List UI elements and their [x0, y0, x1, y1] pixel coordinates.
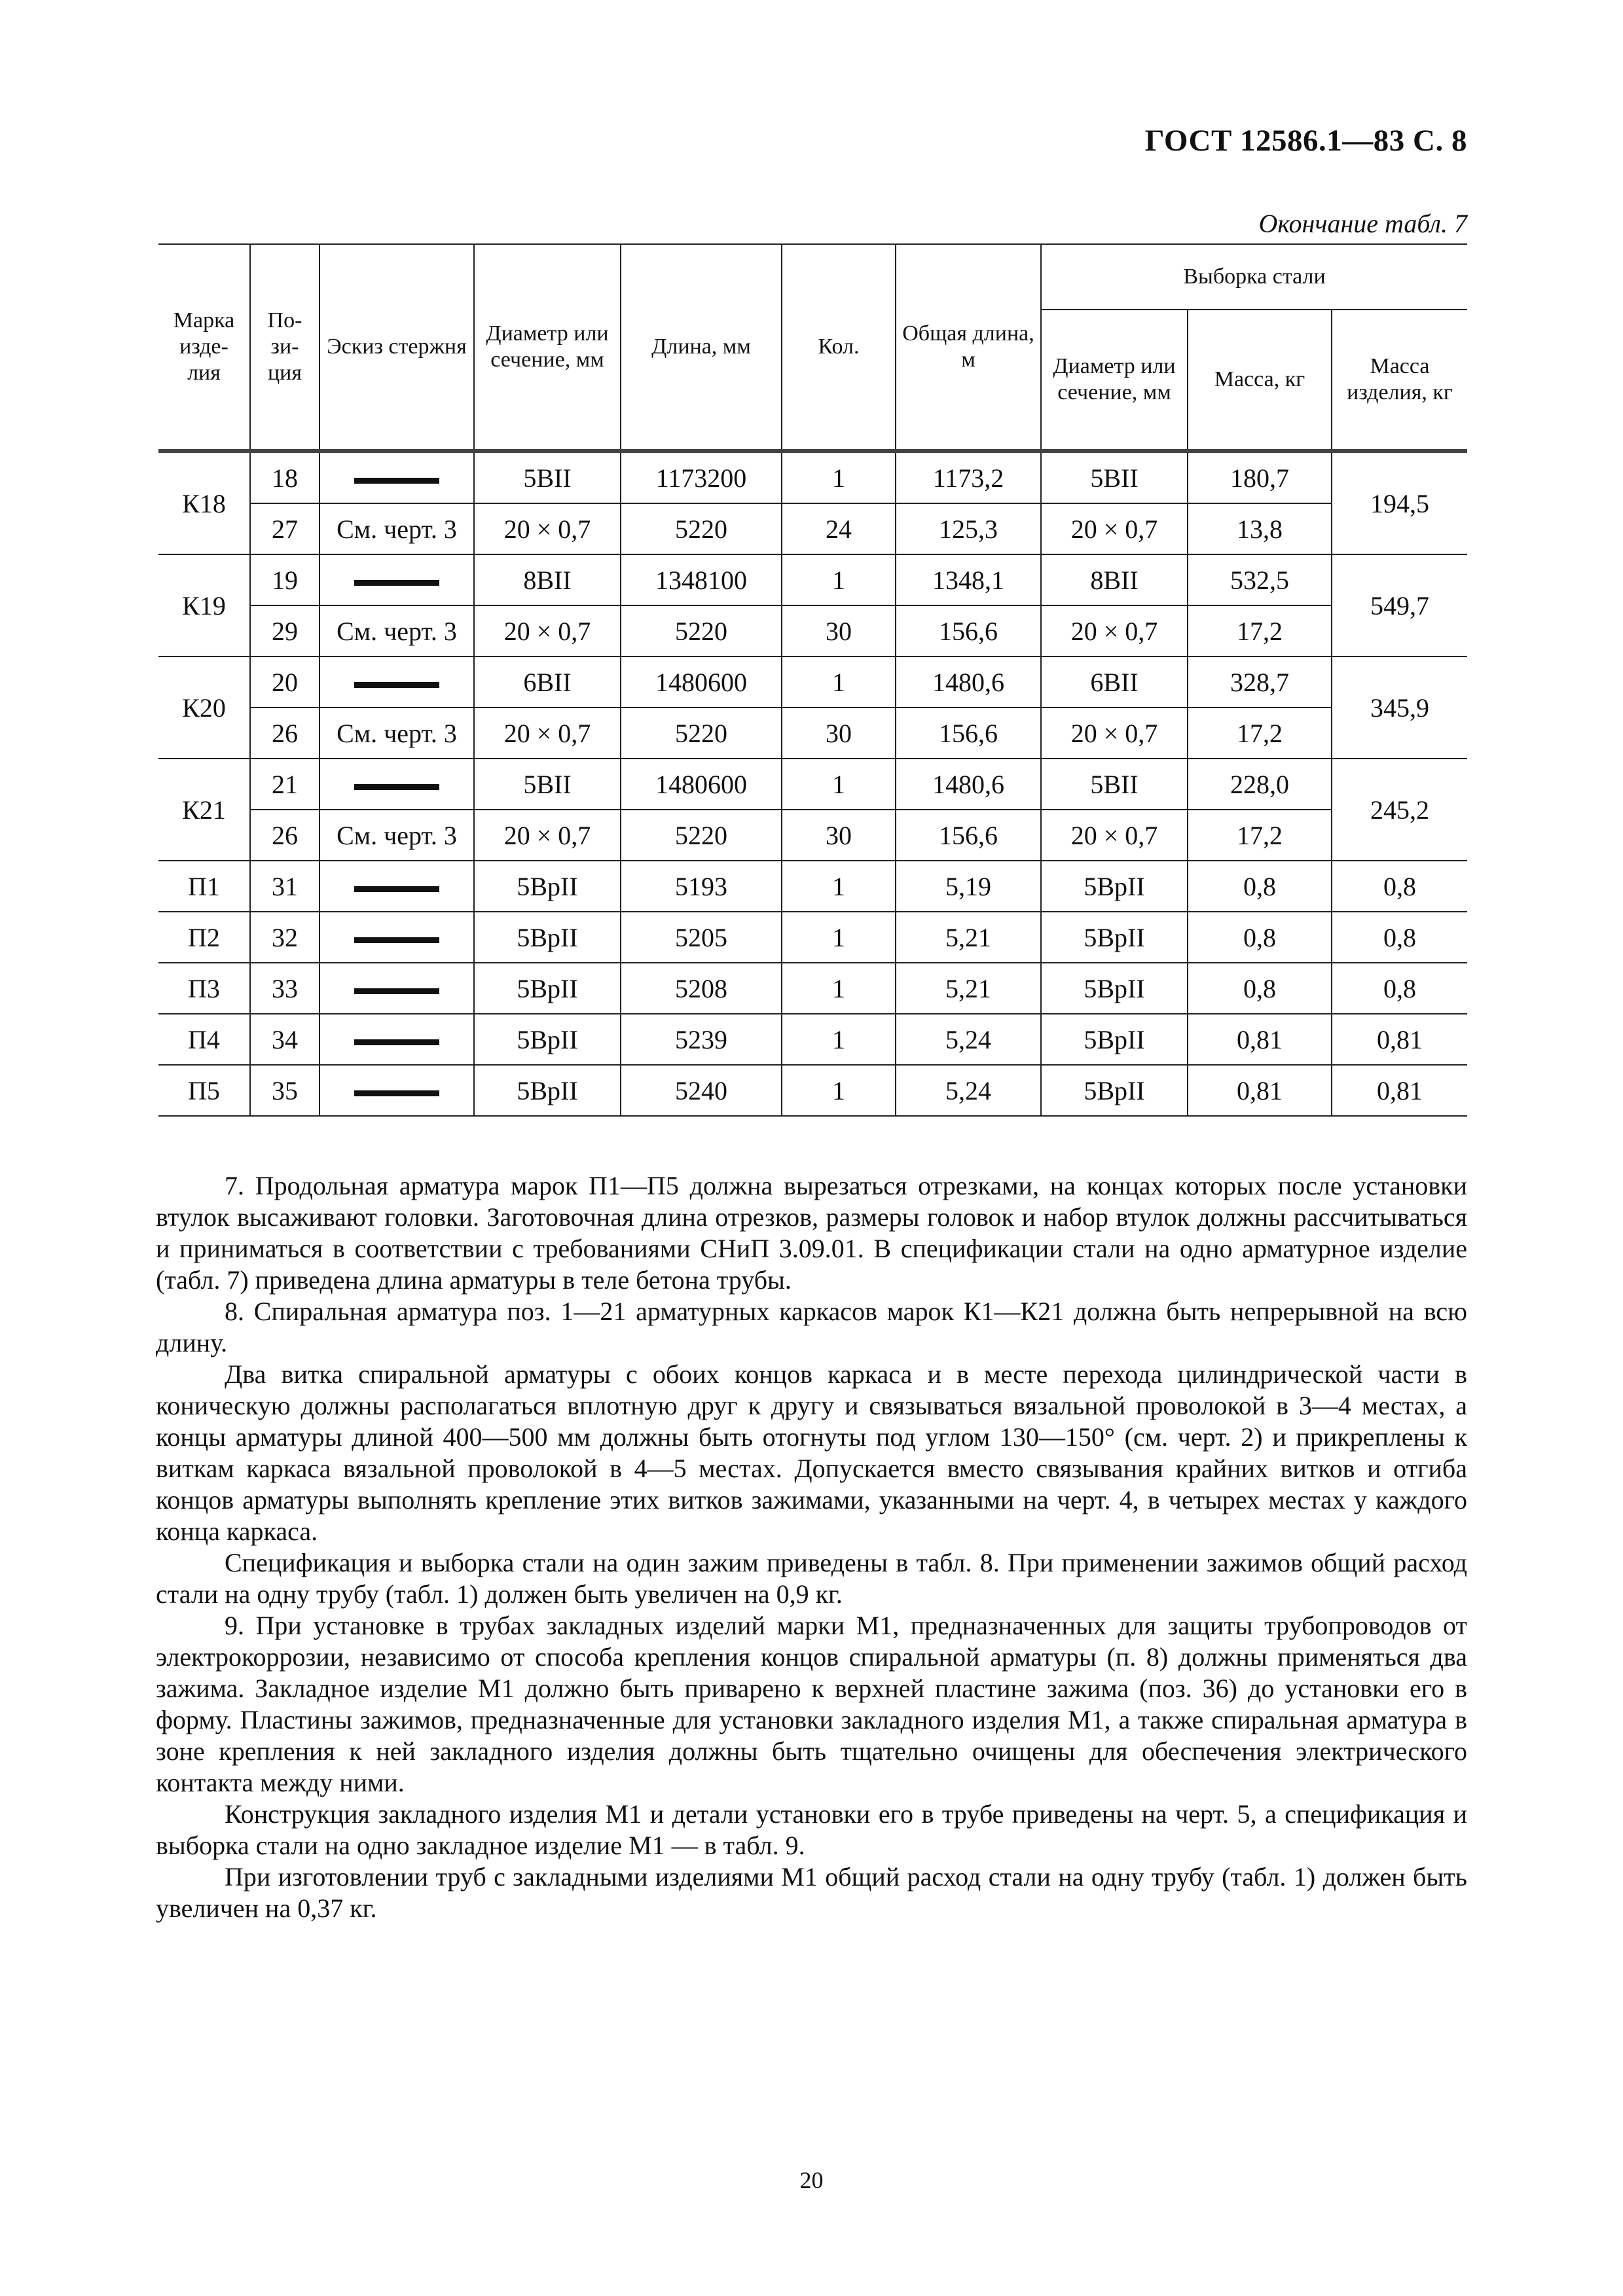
header-length: Длина, мм [621, 244, 782, 451]
cell-length: 5220 [621, 605, 782, 656]
header-steel-diameter: Диаметр или сечение, мм [1041, 310, 1188, 451]
header-steel-group: Выборка стали [1041, 244, 1467, 310]
cell-position: 20 [250, 656, 319, 708]
rod-sketch-icon [354, 580, 439, 586]
rod-sketch-icon [354, 1090, 439, 1096]
body-text [156, 1170, 1467, 1924]
cell-sketch [319, 963, 474, 1014]
steel-spec-table [158, 243, 1467, 1117]
page-number: 20 [799, 2167, 824, 2193]
cell-count: 1 [782, 912, 896, 963]
cell-steel-diameter: 5ВрII [1041, 1014, 1188, 1065]
cell-product-mass: 0,81 [1332, 1065, 1467, 1116]
cell-sketch [319, 656, 474, 708]
cell-total-length: 5,21 [896, 912, 1041, 963]
cell-diameter: 20 × 0,7 [474, 810, 621, 861]
cell-sketch [319, 861, 474, 912]
cell-total-length: 156,6 [896, 605, 1041, 656]
paragraph-8-clamps: Спецификация и выборка стали на один зажим приведены в табл. 8. При применении зажимов общий расход стали на одну трубу (табл. 1) должен быть увеличен на 0,9 кг. [156, 1548, 1467, 1609]
cell-total-length: 1173,2 [896, 451, 1041, 503]
header-mark: Марка изде- лия [158, 244, 250, 451]
cell-steel-mass: 0,8 [1188, 963, 1332, 1014]
cell-count: 1 [782, 963, 896, 1014]
cell-steel-mass: 17,2 [1188, 810, 1332, 861]
cell-product-mass: 345,9 [1332, 656, 1467, 759]
cell-mark: К20 [158, 656, 250, 759]
table-row [158, 861, 1467, 912]
rod-sketch-icon [354, 937, 439, 943]
cell-diameter: 20 × 0,7 [474, 708, 621, 759]
cell-diameter: 8ВII [474, 554, 621, 605]
cell-length: 5220 [621, 810, 782, 861]
cell-position: 31 [250, 861, 319, 912]
cell-count: 1 [782, 861, 896, 912]
cell-steel-diameter: 5ВрII [1041, 912, 1188, 963]
cell-diameter: 6ВII [474, 656, 621, 708]
cell-count: 30 [782, 708, 896, 759]
cell-steel-mass: 328,7 [1188, 656, 1332, 708]
cell-count: 30 [782, 605, 896, 656]
cell-sketch [319, 451, 474, 503]
cell-position: 32 [250, 912, 319, 963]
cell-length: 1480600 [621, 656, 782, 708]
cell-mark: П4 [158, 1014, 250, 1065]
cell-total-length: 156,6 [896, 810, 1041, 861]
cell-sketch [319, 759, 474, 810]
cell-steel-mass: 0,81 [1188, 1065, 1332, 1116]
header-position: По- зи- ция [250, 244, 319, 451]
header-product-mass: Масса изделия, кг [1332, 310, 1467, 451]
cell-steel-diameter: 5ВрII [1041, 861, 1188, 912]
cell-length: 5240 [621, 1065, 782, 1116]
cell-steel-diameter: 20 × 0,7 [1041, 605, 1188, 656]
cell-count: 1 [782, 451, 896, 503]
page-header: ГОСТ 12586.1—83 С. 8 [1144, 124, 1467, 158]
rod-sketch-icon [354, 478, 439, 484]
cell-length: 5220 [621, 708, 782, 759]
header-total-length: Общая длина, м [896, 244, 1041, 451]
cell-position: 18 [250, 451, 319, 503]
cell-total-length: 5,21 [896, 963, 1041, 1014]
cell-position: 35 [250, 1065, 319, 1116]
cell-total-length: 5,24 [896, 1065, 1041, 1116]
cell-steel-diameter: 8ВII [1041, 554, 1188, 605]
rod-sketch-icon [354, 886, 439, 892]
table-row [158, 656, 1467, 708]
cell-mark: П2 [158, 912, 250, 963]
cell-steel-diameter: 20 × 0,7 [1041, 503, 1188, 554]
cell-total-length: 125,3 [896, 503, 1041, 554]
cell-diameter: 5ВII [474, 759, 621, 810]
cell-steel-diameter: 5ВрII [1041, 1065, 1188, 1116]
cell-total-length: 1480,6 [896, 656, 1041, 708]
cell-sketch: См. черт. 3 [319, 708, 474, 759]
cell-steel-mass: 532,5 [1188, 554, 1332, 605]
rod-sketch-icon [354, 682, 439, 688]
cell-total-length: 1348,1 [896, 554, 1041, 605]
cell-steel-diameter: 5ВрII [1041, 963, 1188, 1014]
cell-count: 30 [782, 810, 896, 861]
cell-sketch: См. черт. 3 [319, 810, 474, 861]
paragraph-8: 8. Спиральная арматура поз. 1—21 арматурных каркасов марок К1—К21 должна быть непрерывной на всю длину. [156, 1297, 1467, 1357]
cell-steel-mass: 0,8 [1188, 912, 1332, 963]
cell-steel-diameter: 20 × 0,7 [1041, 708, 1188, 759]
cell-length: 1348100 [621, 554, 782, 605]
cell-position: 19 [250, 554, 319, 605]
rod-sketch-icon [354, 988, 439, 994]
cell-length: 5239 [621, 1014, 782, 1065]
cell-diameter: 20 × 0,7 [474, 605, 621, 656]
table-row [158, 1014, 1467, 1065]
cell-total-length: 5,19 [896, 861, 1041, 912]
cell-mark: К21 [158, 759, 250, 861]
cell-position: 29 [250, 605, 319, 656]
paragraph-9-construction: Конструкция закладного изделия М1 и детали установки его в трубе приведены на черт. 5, а спецификация и выборка стали на одно закладное изделие М1 — в табл. 9. [156, 1799, 1467, 1860]
cell-length: 5193 [621, 861, 782, 912]
cell-steel-diameter: 5ВII [1041, 759, 1188, 810]
cell-product-mass: 194,5 [1332, 451, 1467, 554]
cell-count: 1 [782, 1014, 896, 1065]
table-caption: Окончание табл. 7 [1258, 209, 1467, 238]
paragraph-7: 7. Продольная арматура марок П1—П5 должна вырезаться отрезками, на концах которых после установки втулок высаживают головки. Заготовочная длина отрезков, размеры головок и набор втулок должны рассчитываться и приниматься в соответствии с требованиями СНиП 3.09.01. В спецификации стали на одно арматурное изделие (табл. 7) приведена длина арматуры в теле бетона трубы. [156, 1171, 1467, 1295]
table-row [158, 708, 1467, 759]
cell-diameter: 5ВII [474, 451, 621, 503]
cell-steel-diameter: 20 × 0,7 [1041, 810, 1188, 861]
cell-total-length: 5,24 [896, 1014, 1041, 1065]
cell-product-mass: 0,81 [1332, 1014, 1467, 1065]
cell-diameter: 5ВрII [474, 912, 621, 963]
table-row [158, 605, 1467, 656]
cell-length: 1173200 [621, 451, 782, 503]
cell-diameter: 5ВрII [474, 1065, 621, 1116]
cell-steel-mass: 228,0 [1188, 759, 1332, 810]
cell-steel-diameter: 5ВII [1041, 451, 1188, 503]
cell-count: 1 [782, 759, 896, 810]
cell-mark: П3 [158, 963, 250, 1014]
cell-diameter: 20 × 0,7 [474, 503, 621, 554]
header-steel-mass: Масса, кг [1188, 310, 1332, 451]
cell-sketch: См. черт. 3 [319, 605, 474, 656]
cell-product-mass: 549,7 [1332, 554, 1467, 656]
paragraph-9-consumption: При изготовлении труб с закладными изделиями М1 общий расход стали на одну трубу (табл. 1) должен быть увеличен на 0,37 кг. [156, 1862, 1467, 1923]
cell-sketch: См. черт. 3 [319, 503, 474, 554]
cell-position: 26 [250, 708, 319, 759]
rod-sketch-icon [354, 784, 439, 790]
table-row [158, 1065, 1467, 1116]
cell-total-length: 1480,6 [896, 759, 1041, 810]
cell-steel-mass: 13,8 [1188, 503, 1332, 554]
header-sketch: Эскиз стержня [319, 244, 474, 451]
cell-position: 33 [250, 963, 319, 1014]
header-count: Кол. [782, 244, 896, 451]
cell-total-length: 156,6 [896, 708, 1041, 759]
cell-mark: К19 [158, 554, 250, 656]
cell-count: 1 [782, 656, 896, 708]
cell-product-mass: 0,8 [1332, 963, 1467, 1014]
cell-length: 1480600 [621, 759, 782, 810]
cell-position: 26 [250, 810, 319, 861]
cell-sketch [319, 1065, 474, 1116]
table-row [158, 810, 1467, 861]
cell-count: 1 [782, 1065, 896, 1116]
cell-product-mass: 245,2 [1332, 759, 1467, 861]
cell-position: 27 [250, 503, 319, 554]
cell-sketch [319, 912, 474, 963]
cell-steel-diameter: 6ВII [1041, 656, 1188, 708]
cell-sketch [319, 1014, 474, 1065]
cell-product-mass: 0,8 [1332, 861, 1467, 912]
cell-length: 5220 [621, 503, 782, 554]
table-row [158, 451, 1467, 503]
paragraph-9: 9. При установке в трубах закладных изделий марки М1, предназначенных для защиты трубопроводов от электрокоррозии, независимо от способа крепления концов спиральной арматуры (п. 8) должны применяться два зажима. Закладное изделие М1 должно быть приварено к верхней пластине зажима (поз. 36) до установки его в форму. Пластины зажимов, предназначенные для установки закладного изделия М1, а также спиральная арматура в зоне крепления к ней закладного изделия должны быть тщательно очищены для обеспечения электрического контакта между ними. [156, 1611, 1467, 1797]
header-diameter: Диаметр или сечение, мм [474, 244, 621, 451]
cell-diameter: 5ВрII [474, 861, 621, 912]
cell-product-mass: 0,8 [1332, 912, 1467, 963]
cell-mark: К18 [158, 451, 250, 554]
table-row [158, 963, 1467, 1014]
paragraph-8-spiral: Два витка спиральной арматуры с обоих концов каркаса и в месте перехода цилиндрической части в коническую должны располагаться вплотную друг к другу и связываться вязальной проволокой в 3—4 местах, а концы арматуры длиной 400—500 мм должны быть отогнуты под углом 130—150° (см. черт. 2) и прикреплены к виткам каркаса вязальной проволокой в 4—5 местах. Допускается вместо связывания крайних витков и отгиба концов арматуры выполнять крепление этих витков зажимами, указанными на черт. 4, в четырех местах у каждого конца каркаса. [156, 1359, 1467, 1546]
cell-sketch [319, 554, 474, 605]
cell-length: 5205 [621, 912, 782, 963]
table-row [158, 912, 1467, 963]
cell-mark: П5 [158, 1065, 250, 1116]
cell-length: 5208 [621, 963, 782, 1014]
table-row [158, 503, 1467, 554]
cell-count: 24 [782, 503, 896, 554]
cell-steel-mass: 180,7 [1188, 451, 1332, 503]
cell-position: 34 [250, 1014, 319, 1065]
cell-diameter: 5ВрII [474, 1014, 621, 1065]
cell-diameter: 5ВрII [474, 963, 621, 1014]
cell-steel-mass: 0,8 [1188, 861, 1332, 912]
table-row [158, 759, 1467, 810]
rod-sketch-icon [354, 1039, 439, 1045]
cell-position: 21 [250, 759, 319, 810]
cell-steel-mass: 17,2 [1188, 708, 1332, 759]
table-row [158, 554, 1467, 605]
cell-steel-mass: 17,2 [1188, 605, 1332, 656]
cell-steel-mass: 0,81 [1188, 1014, 1332, 1065]
cell-count: 1 [782, 554, 896, 605]
cell-mark: П1 [158, 861, 250, 912]
